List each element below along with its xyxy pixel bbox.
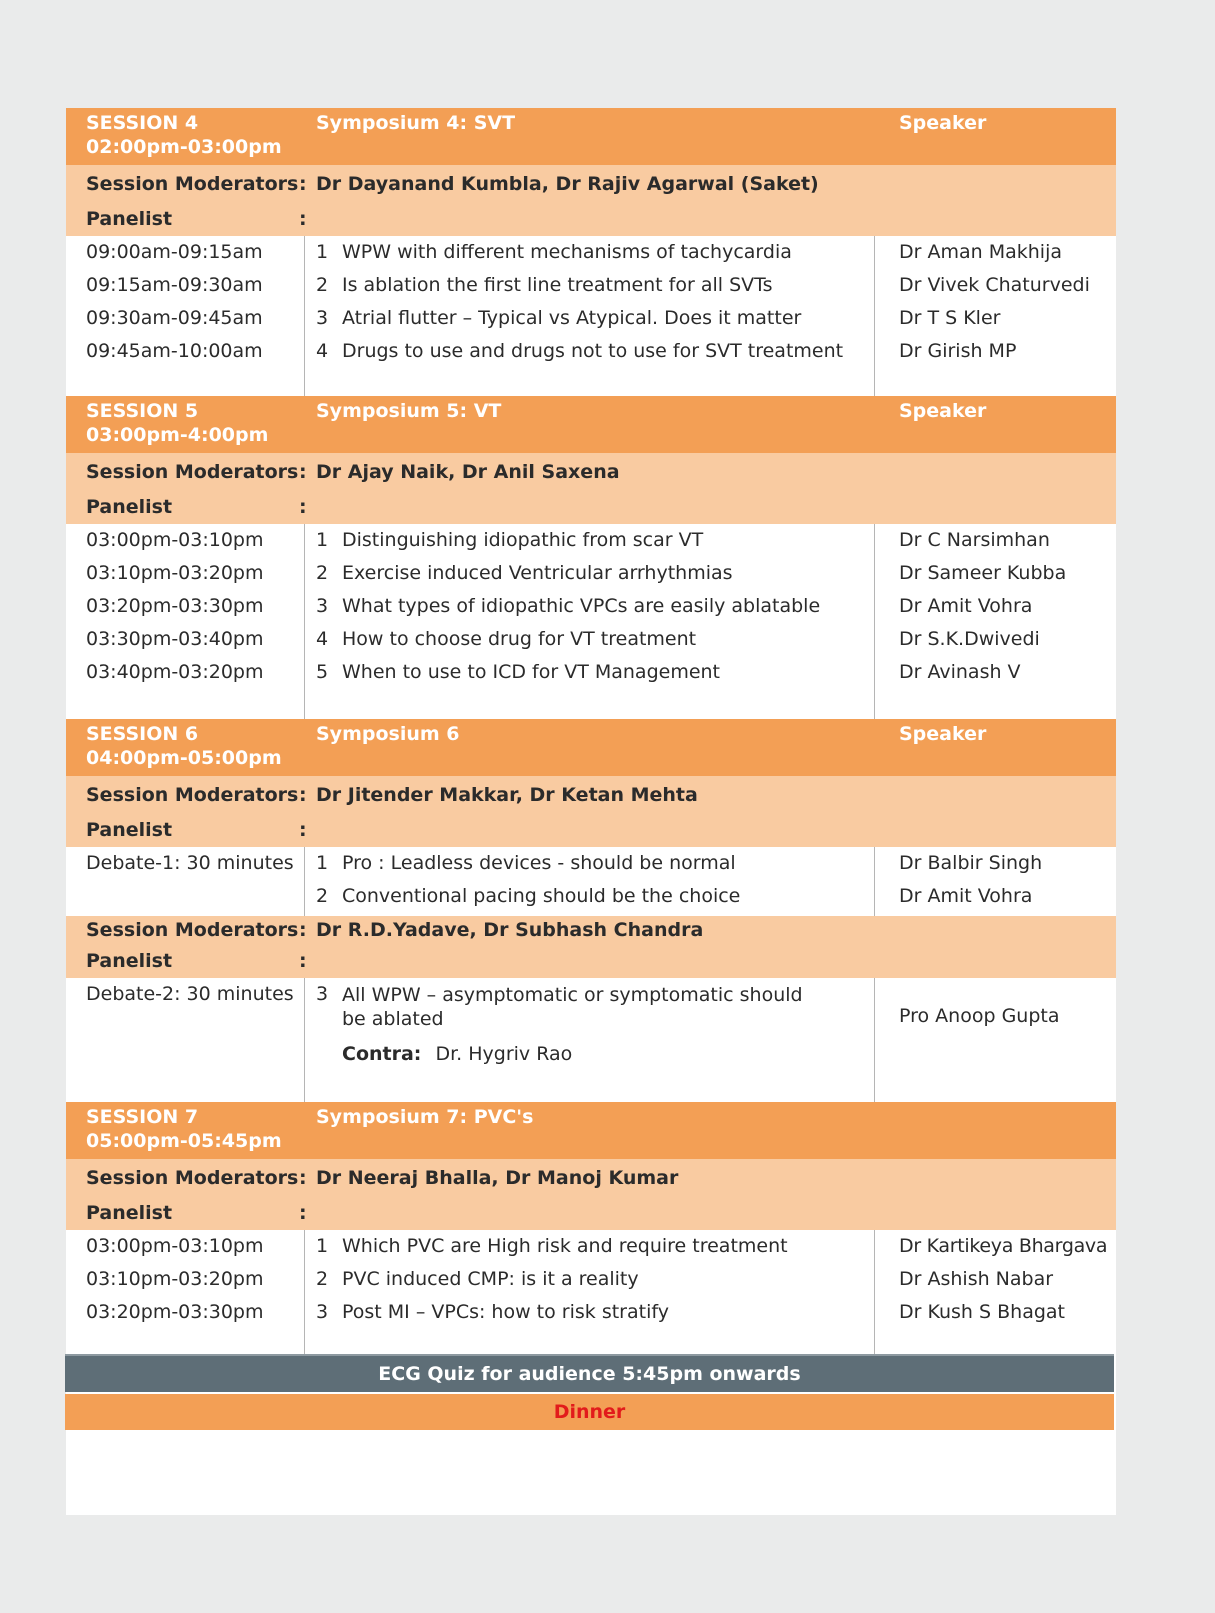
panelist-label: Panelist xyxy=(86,1202,173,1224)
session-title-block xyxy=(86,1105,282,1153)
talk-number: 1 xyxy=(316,241,329,263)
talk-speaker: Dr Amit Vohra xyxy=(899,885,1033,907)
colon: : xyxy=(299,919,307,941)
colon: : xyxy=(299,461,307,483)
session-header xyxy=(66,1102,1116,1159)
session-header xyxy=(66,108,1116,165)
session-header xyxy=(66,719,1116,776)
talk-time: 03:10pm-03:20pm xyxy=(86,1268,264,1290)
colon: : xyxy=(299,950,307,972)
talk-time: 09:45am-10:00am xyxy=(86,340,263,362)
talk-time: 03:00pm-03:10pm xyxy=(86,1235,264,1257)
colon: : xyxy=(299,173,307,195)
moderators-block xyxy=(66,1159,1116,1230)
talk-number: 2 xyxy=(316,1268,329,1290)
speaker-column-header: Speaker xyxy=(899,723,987,745)
panelist-label: Panelist xyxy=(86,819,173,841)
talk-topic: All WPW – asymptomatic or symptomatic should be ablated xyxy=(342,984,803,1030)
session-title: SESSION 4 xyxy=(86,112,199,134)
talk-number: 2 xyxy=(316,885,329,907)
talk-speaker: Dr T S Kler xyxy=(899,307,1001,329)
talk-row xyxy=(66,236,1116,269)
moderators-names: Dr Neeraj Bhalla, Dr Manoj Kumar xyxy=(316,1167,679,1189)
talk-speaker: Dr Kartikeya Bhargava xyxy=(899,1235,1108,1257)
talk-time: 03:30pm-03:40pm xyxy=(86,628,264,650)
talk-topic: Exercise induced Ventricular arrhythmias xyxy=(342,562,733,584)
talk-row xyxy=(66,302,1116,335)
talk-topic: Which PVC are High risk and require treatment xyxy=(342,1235,788,1257)
talk-time: 03:20pm-03:30pm xyxy=(86,1301,264,1323)
dinner-banner: Dinner xyxy=(65,1394,1114,1430)
talk-topic: How to choose drug for VT treatment xyxy=(342,628,697,650)
talk-topic: Conventional pacing should be the choice xyxy=(342,885,741,907)
talk-topic: Post MI – VPCs: how to risk stratify xyxy=(342,1301,669,1323)
talk-row xyxy=(66,847,1116,880)
panelist-label: Panelist xyxy=(86,950,173,972)
talk-speaker: Dr Kush S Bhagat xyxy=(899,1301,1065,1323)
colon: : xyxy=(299,819,307,841)
talk-topic: WPW with different mechanisms of tachycardia xyxy=(342,241,792,263)
talk-topic: Pro : Leadless devices - should be normal xyxy=(342,852,736,874)
talks-table xyxy=(66,1230,1116,1359)
moderators-names: Dr R.D.Yadave, Dr Subhash Chandra xyxy=(316,919,704,941)
talk-time: 03:00pm-03:10pm xyxy=(86,529,264,551)
talk-speaker: Dr Aman Makhija xyxy=(899,241,1062,263)
panelist-label: Panelist xyxy=(86,208,173,230)
moderators-label: Session Moderators xyxy=(86,173,299,195)
talk-number: 1 xyxy=(316,529,329,551)
session-time: 02:00pm-03:00pm xyxy=(86,136,282,158)
talk-speaker: Pro Anoop Gupta xyxy=(899,1005,1060,1027)
talk-topic: Atrial flutter – Typical vs Atypical. Does it matter xyxy=(342,307,802,329)
session-time: 04:00pm-05:00pm xyxy=(86,747,282,769)
moderators-label: Session Moderators xyxy=(86,919,299,941)
session-title: SESSION 5 xyxy=(86,400,199,422)
session-header xyxy=(66,396,1116,453)
talk-row xyxy=(66,1230,1116,1263)
schedule-page xyxy=(66,108,1116,1515)
moderators-names: Dr Ajay Naik, Dr Anil Saxena xyxy=(316,461,620,483)
contra-speaker: Dr. Hygriv Rao xyxy=(435,1043,573,1065)
colon: : xyxy=(299,208,307,230)
talk-number: 3 xyxy=(316,1301,329,1323)
talk-speaker: Dr Ashish Nabar xyxy=(899,1268,1054,1290)
moderators-names: Dr Dayanand Kumbla, Dr Rajiv Agarwal (Saket) xyxy=(316,173,819,195)
talk-topic: When to use to ICD for VT Management xyxy=(342,661,721,683)
talk-row xyxy=(66,880,1116,913)
talk-topic: Drugs to use and drugs not to use for SVT treatment xyxy=(342,340,844,362)
symposium-title: Symposium 6 xyxy=(316,723,460,745)
colon: : xyxy=(299,1167,307,1189)
talk-number: 4 xyxy=(316,628,329,650)
colon: : xyxy=(299,1202,307,1224)
talk-speaker: Dr C Narsimhan xyxy=(899,529,1050,551)
talk-number: 2 xyxy=(316,562,329,584)
talks-table xyxy=(66,236,1116,396)
moderators-block xyxy=(66,453,1116,524)
talk-time: 03:10pm-03:20pm xyxy=(86,562,264,584)
talk-time: 09:30am-09:45am xyxy=(86,307,263,329)
talk-row xyxy=(66,1263,1116,1296)
talk-time: 09:00am-09:15am xyxy=(86,241,263,263)
talk-number: 5 xyxy=(316,661,329,683)
talk-topic: What types of idiopathic VPCs are easily ablatable xyxy=(342,595,821,617)
talk-speaker: Dr Vivek Chaturvedi xyxy=(899,274,1090,296)
talk-number: 4 xyxy=(316,340,329,362)
moderators-label: Session Moderators xyxy=(86,461,299,483)
debate-1-table xyxy=(66,847,1116,916)
moderators-block xyxy=(66,165,1116,236)
session-6 xyxy=(66,719,1116,1102)
panelist-label: Panelist xyxy=(86,496,173,518)
talk-row xyxy=(66,269,1116,302)
moderators-label: Session Moderators xyxy=(86,784,299,806)
moderators-names: Dr Jitender Makkar, Dr Ketan Mehta xyxy=(316,784,698,806)
talk-number: 3 xyxy=(316,595,329,617)
contra-line xyxy=(342,1038,572,1071)
talk-speaker: Dr Amit Vohra xyxy=(899,595,1033,617)
symposium-title: Symposium 5: VT xyxy=(316,400,502,422)
session-time: 05:00pm-05:45pm xyxy=(86,1130,282,1152)
talk-topic: Distinguishing idiopathic from scar VT xyxy=(342,529,704,551)
talk-row xyxy=(66,524,1116,557)
talk-row xyxy=(66,1296,1116,1329)
talk-number: 3 xyxy=(316,983,329,1005)
debate-label: Debate-2: 30 minutes xyxy=(86,983,294,1005)
talk-row xyxy=(66,557,1116,590)
talk-row xyxy=(66,978,1116,1030)
session-time: 03:00pm-4:00pm xyxy=(86,424,269,446)
talk-topic: Is ablation the first line treatment for all SVTs xyxy=(342,274,773,296)
colon: : xyxy=(299,496,307,518)
moderators-block xyxy=(66,916,1116,978)
talk-time: 09:15am-09:30am xyxy=(86,274,263,296)
ecg-quiz-banner: ECG Quiz for audience 5:45pm onwards xyxy=(65,1354,1114,1392)
contra-label: Contra: xyxy=(342,1043,422,1065)
talks-table xyxy=(66,524,1116,719)
talk-number: 2 xyxy=(316,274,329,296)
session-title: SESSION 6 xyxy=(86,723,199,745)
talk-row xyxy=(66,623,1116,656)
session-title-block xyxy=(86,722,282,770)
session-title: SESSION 7 xyxy=(86,1106,199,1128)
talk-time: 03:20pm-03:30pm xyxy=(86,595,264,617)
symposium-title: Symposium 7: PVC's xyxy=(316,1106,534,1128)
session-5 xyxy=(66,396,1116,719)
debate-2-table xyxy=(66,978,1116,1102)
symposium-title: Symposium 4: SVT xyxy=(316,112,516,134)
talk-number: 1 xyxy=(316,852,329,874)
debate-label: Debate-1: 30 minutes xyxy=(86,852,294,874)
colon: : xyxy=(299,784,307,806)
session-7 xyxy=(66,1102,1116,1359)
moderators-block xyxy=(66,776,1116,847)
session-title-block xyxy=(86,111,282,159)
talk-speaker: Dr Sameer Kubba xyxy=(899,562,1067,584)
talk-speaker: Dr Girish MP xyxy=(899,340,1017,362)
moderators-label: Session Moderators xyxy=(86,1167,299,1189)
talk-speaker: Dr S.K.Dwivedi xyxy=(899,628,1040,650)
speaker-column-header: Speaker xyxy=(899,112,987,134)
speaker-column-header: Speaker xyxy=(899,400,987,422)
talk-number: 3 xyxy=(316,307,329,329)
session-title-block xyxy=(86,399,268,447)
talk-row xyxy=(66,590,1116,623)
talk-number: 1 xyxy=(316,1235,329,1257)
session-4 xyxy=(66,108,1116,396)
talk-topic: PVC induced CMP: is it a reality xyxy=(342,1268,639,1290)
talk-time: 03:40pm-03:20pm xyxy=(86,661,264,683)
talk-speaker: Dr Avinash V xyxy=(899,661,1021,683)
talk-speaker: Dr Balbir Singh xyxy=(899,852,1043,874)
talk-row xyxy=(66,335,1116,368)
talk-row xyxy=(66,656,1116,689)
